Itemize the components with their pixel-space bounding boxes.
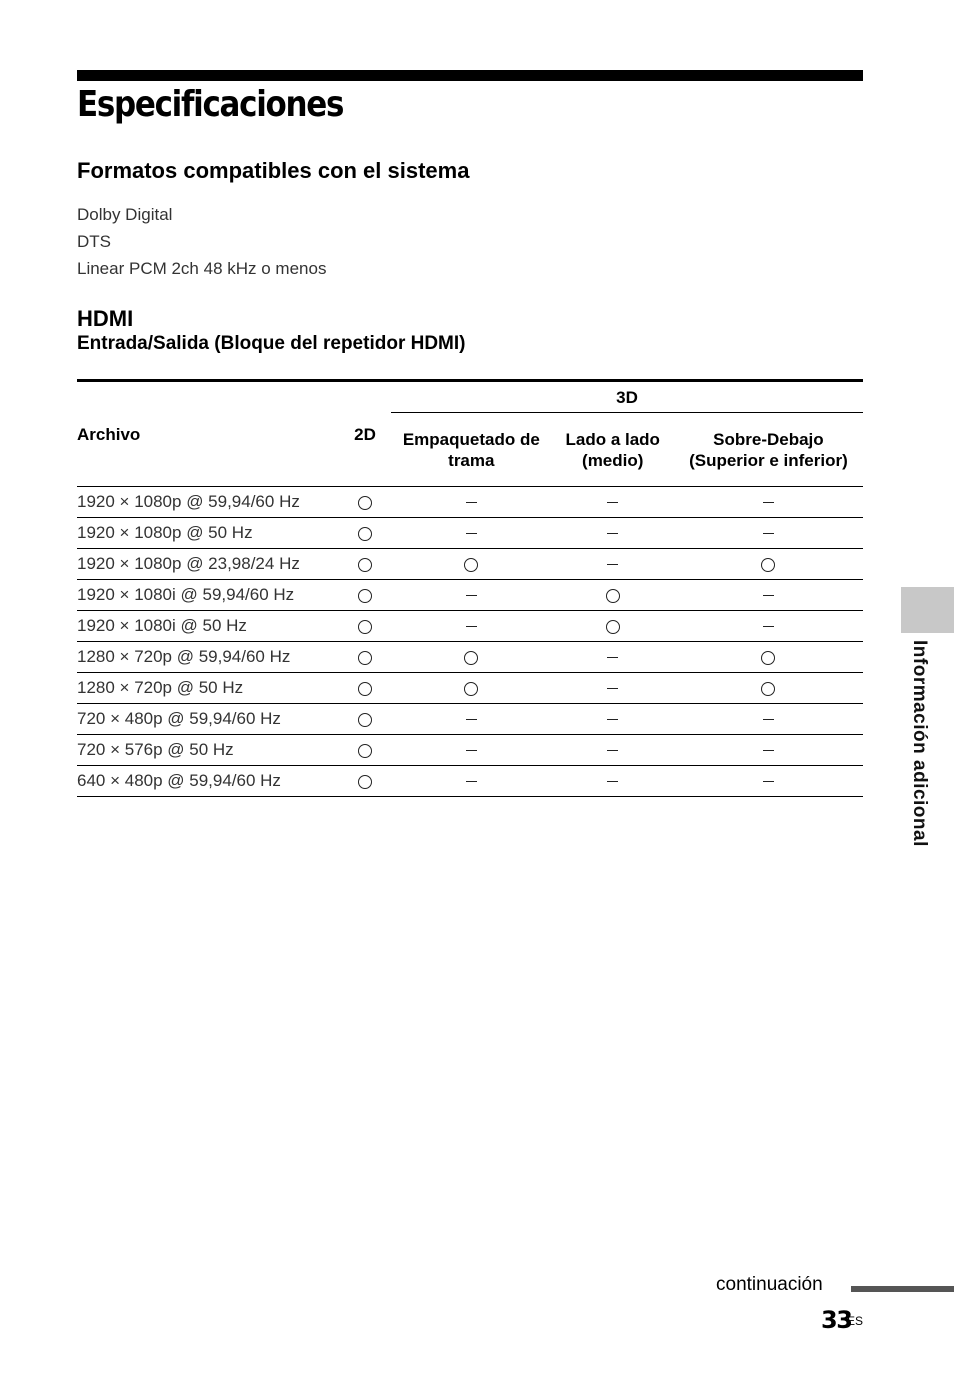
not-supported-dash-icon <box>607 502 618 504</box>
support-cell-side-by-side <box>552 704 674 735</box>
not-supported-dash-icon <box>466 595 477 597</box>
file-format-cell: 1920 × 1080i @ 59,94/60 Hz <box>77 580 339 611</box>
supported-circle-icon <box>358 775 372 789</box>
table-row <box>77 642 863 673</box>
continue-label: continuación <box>716 1274 823 1295</box>
table-row <box>77 487 863 518</box>
support-cell-d2 <box>339 549 391 580</box>
table-row <box>77 673 863 704</box>
support-cell-d2 <box>339 673 391 704</box>
not-supported-dash-icon <box>763 719 774 721</box>
file-format-cell: 1920 × 1080p @ 23,98/24 Hz <box>77 549 339 580</box>
support-cell-top-bottom <box>674 580 863 611</box>
section-tab <box>901 587 954 633</box>
support-cell-top-bottom <box>674 735 863 766</box>
support-cell-frame-packing <box>391 673 552 704</box>
not-supported-dash-icon <box>607 781 618 783</box>
support-cell-side-by-side <box>552 611 674 642</box>
not-supported-dash-icon <box>466 750 477 752</box>
not-supported-dash-icon <box>466 781 477 783</box>
formats-list <box>77 201 326 282</box>
support-cell-side-by-side <box>552 518 674 549</box>
table-row <box>77 518 863 549</box>
formats-heading: Formatos compatibles con el sistema <box>77 158 470 183</box>
support-cell-top-bottom <box>674 766 863 797</box>
file-format-cell: 640 × 480p @ 59,94/60 Hz <box>77 766 339 797</box>
header-3d: 3D <box>391 381 863 413</box>
hdmi-format-table <box>77 379 863 797</box>
support-cell-side-by-side <box>552 642 674 673</box>
support-cell-side-by-side <box>552 673 674 704</box>
support-cell-d2 <box>339 766 391 797</box>
support-cell-frame-packing <box>391 642 552 673</box>
table-row <box>77 611 863 642</box>
support-cell-d2 <box>339 611 391 642</box>
support-cell-top-bottom <box>674 642 863 673</box>
not-supported-dash-icon <box>763 502 774 504</box>
not-supported-dash-icon <box>607 657 618 659</box>
supported-circle-icon <box>358 744 372 758</box>
header-file: Archivo <box>77 381 339 487</box>
not-supported-dash-icon <box>763 750 774 752</box>
support-cell-top-bottom <box>674 673 863 704</box>
support-cell-side-by-side <box>552 766 674 797</box>
file-format-cell: 720 × 576p @ 50 Hz <box>77 735 339 766</box>
header-frame-packing: Empaquetado de trama <box>391 413 552 487</box>
supported-circle-icon <box>358 651 372 665</box>
supported-circle-icon <box>606 589 620 603</box>
support-cell-top-bottom <box>674 487 863 518</box>
table-row <box>77 735 863 766</box>
support-cell-side-by-side <box>552 735 674 766</box>
supported-circle-icon <box>761 682 775 696</box>
support-cell-top-bottom <box>674 549 863 580</box>
supported-circle-icon <box>358 682 372 696</box>
supported-circle-icon <box>464 682 478 696</box>
support-cell-d2 <box>339 704 391 735</box>
support-cell-d2 <box>339 487 391 518</box>
support-cell-frame-packing <box>391 766 552 797</box>
support-cell-d2 <box>339 735 391 766</box>
support-cell-side-by-side <box>552 580 674 611</box>
support-cell-frame-packing <box>391 735 552 766</box>
continue-bar <box>851 1286 954 1292</box>
not-supported-dash-icon <box>607 564 618 566</box>
supported-circle-icon <box>761 651 775 665</box>
support-cell-side-by-side <box>552 487 674 518</box>
support-cell-frame-packing <box>391 487 552 518</box>
support-cell-frame-packing <box>391 580 552 611</box>
file-format-cell: 1280 × 720p @ 50 Hz <box>77 673 339 704</box>
not-supported-dash-icon <box>763 626 774 628</box>
not-supported-dash-icon <box>607 719 618 721</box>
not-supported-dash-icon <box>466 719 477 721</box>
not-supported-dash-icon <box>607 750 618 752</box>
supported-circle-icon <box>606 620 620 634</box>
format-item: Linear PCM 2ch 48 kHz o menos <box>77 259 327 278</box>
support-cell-frame-packing <box>391 611 552 642</box>
supported-circle-icon <box>358 620 372 634</box>
hdmi-heading: HDMI <box>77 306 134 331</box>
not-supported-dash-icon <box>763 595 774 597</box>
header-2d: 2D <box>339 381 391 487</box>
support-cell-frame-packing <box>391 704 552 735</box>
section-tab-label: Información adicional <box>909 640 930 847</box>
file-format-cell: 1280 × 720p @ 59,94/60 Hz <box>77 642 339 673</box>
page-number: 33 <box>821 1306 852 1334</box>
supported-circle-icon <box>358 496 372 510</box>
supported-circle-icon <box>358 527 372 541</box>
page-language-suffix: ES <box>847 1314 864 1328</box>
file-format-cell: 1920 × 1080i @ 50 Hz <box>77 611 339 642</box>
table-row <box>77 766 863 797</box>
supported-circle-icon <box>358 589 372 603</box>
hdmi-subheading: Entrada/Salida (Bloque del repetidor HDMI) <box>77 333 466 354</box>
support-cell-d2 <box>339 518 391 549</box>
not-supported-dash-icon <box>466 533 477 535</box>
header-side-by-side: Lado a lado (medio) <box>552 413 674 487</box>
not-supported-dash-icon <box>466 502 477 504</box>
supported-circle-icon <box>464 558 478 572</box>
table-row <box>77 704 863 735</box>
title-rule <box>77 70 863 81</box>
support-cell-top-bottom <box>674 704 863 735</box>
file-format-cell: 1920 × 1080p @ 59,94/60 Hz <box>77 487 339 518</box>
supported-circle-icon <box>464 651 478 665</box>
support-cell-frame-packing <box>391 549 552 580</box>
support-cell-d2 <box>339 580 391 611</box>
supported-circle-icon <box>358 558 372 572</box>
table-row <box>77 549 863 580</box>
not-supported-dash-icon <box>763 781 774 783</box>
not-supported-dash-icon <box>763 533 774 535</box>
support-cell-top-bottom <box>674 518 863 549</box>
format-item: Dolby Digital <box>77 205 173 224</box>
supported-circle-icon <box>358 713 372 727</box>
file-format-cell: 1920 × 1080p @ 50 Hz <box>77 518 339 549</box>
format-item: DTS <box>77 232 111 251</box>
not-supported-dash-icon <box>607 688 618 690</box>
not-supported-dash-icon <box>466 626 477 628</box>
page-title: Especificaciones <box>77 84 344 125</box>
supported-circle-icon <box>761 558 775 572</box>
table-row <box>77 580 863 611</box>
support-cell-frame-packing <box>391 518 552 549</box>
support-cell-d2 <box>339 642 391 673</box>
support-cell-side-by-side <box>552 549 674 580</box>
file-format-cell: 720 × 480p @ 59,94/60 Hz <box>77 704 339 735</box>
support-cell-top-bottom <box>674 611 863 642</box>
header-top-bottom: Sobre-Debajo (Superior e inferior) <box>674 413 863 487</box>
not-supported-dash-icon <box>607 533 618 535</box>
